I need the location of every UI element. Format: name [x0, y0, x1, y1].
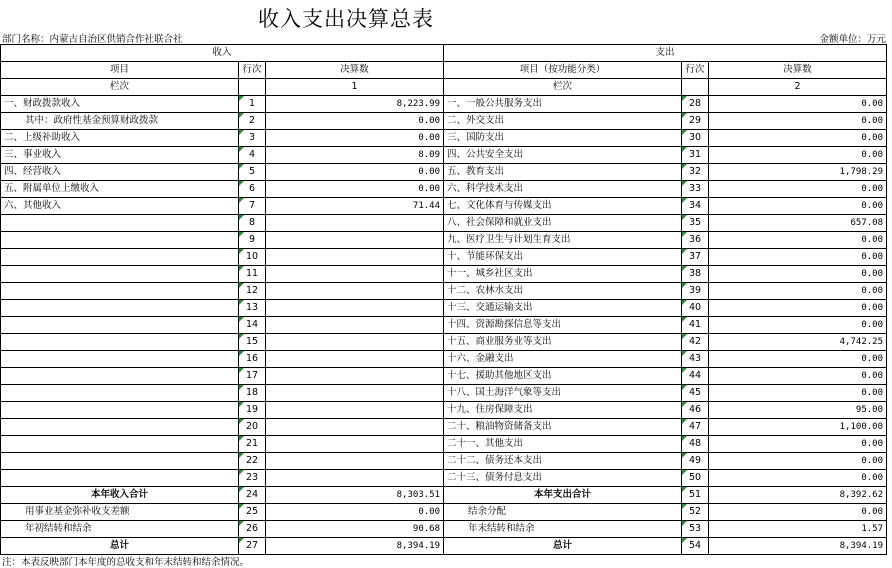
expense-item: 十八、国土海洋气象等支出 — [444, 385, 682, 402]
expense-line-number: 47 — [682, 419, 709, 436]
summary-expense-line: 51 — [682, 487, 709, 504]
expense-item: 十七、援助其他地区支出 — [444, 368, 682, 385]
summary-income-item: 年初结转和结余 — [1, 521, 239, 538]
expense-item: 二十、粮油物资储备支出 — [444, 419, 682, 436]
expense-amount: 0.00 — [709, 198, 887, 215]
table-row — [1, 385, 887, 402]
income-amount — [266, 317, 444, 334]
summary-expense-line: 54 — [682, 538, 709, 555]
expense-item: 十二、农林水支出 — [444, 283, 682, 300]
summary-row — [1, 487, 887, 504]
summary-expense-item: 总计 — [444, 538, 682, 555]
summary-income-item: 本年收入合计 — [1, 487, 239, 504]
income-item: 六、其他收入 — [1, 198, 239, 215]
income-expense-table — [0, 44, 887, 555]
income-item: 其中：政府性基金预算财政拨款 — [1, 113, 239, 130]
income-item — [1, 215, 239, 232]
summary-income-amount: 90.68 — [266, 521, 444, 538]
expense-amount: 0.00 — [709, 283, 887, 300]
income-item — [1, 385, 239, 402]
expense-item: 六、科学技术支出 — [444, 181, 682, 198]
income-amount: 0.00 — [266, 181, 444, 198]
income-line-number: 2 — [239, 113, 266, 130]
income-item: 五、附属单位上缴收入 — [1, 181, 239, 198]
summary-row — [1, 504, 887, 521]
expense-amount: 0.00 — [709, 96, 887, 113]
summary-income-amount: 0.00 — [266, 504, 444, 521]
table-row — [1, 334, 887, 351]
income-item — [1, 436, 239, 453]
expense-item: 二十二、债务还本支出 — [444, 453, 682, 470]
amount-unit: 金额单位：万元 — [819, 34, 886, 45]
expense-line-number: 36 — [682, 232, 709, 249]
expense-item: 十九、住房保障支出 — [444, 402, 682, 419]
footnote: 注：本表反映部门本年度的总收支和年末结转和结余情况。 — [2, 557, 250, 568]
expense-line-number: 48 — [682, 436, 709, 453]
income-item-header: 项目 — [1, 62, 239, 79]
income-amount — [266, 266, 444, 283]
income-item: 一、财政拨款收入 — [1, 96, 239, 113]
expense-line-number: 32 — [682, 164, 709, 181]
column-header-row — [1, 62, 887, 79]
expense-line-number: 29 — [682, 113, 709, 130]
expense-column-blank — [682, 79, 709, 96]
expense-line-number: 28 — [682, 96, 709, 113]
income-item — [1, 249, 239, 266]
summary-row — [1, 521, 887, 538]
income-item: 四、经营收入 — [1, 164, 239, 181]
income-line-number: 15 — [239, 334, 266, 351]
income-amount: 0.00 — [266, 113, 444, 130]
expense-amount: 0.00 — [709, 181, 887, 198]
expense-amount: 0.00 — [709, 453, 887, 470]
expense-item: 四、公共安全支出 — [444, 147, 682, 164]
income-item: 二、上级补助收入 — [1, 130, 239, 147]
income-amount: 0.00 — [266, 130, 444, 147]
table-row — [1, 419, 887, 436]
table-row — [1, 436, 887, 453]
expense-line-number: 30 — [682, 130, 709, 147]
summary-income-line: 24 — [239, 487, 266, 504]
income-line-number: 4 — [239, 147, 266, 164]
expense-line-number: 43 — [682, 351, 709, 368]
summary-expense-amount: 8,394.19 — [709, 538, 887, 555]
expense-item: 十六、金融支出 — [444, 351, 682, 368]
expense-item: 二十三、债务付息支出 — [444, 470, 682, 487]
income-amount — [266, 402, 444, 419]
expense-column-label: 栏次 — [444, 79, 682, 96]
income-item — [1, 402, 239, 419]
income-line-number: 21 — [239, 436, 266, 453]
expense-line-number: 39 — [682, 283, 709, 300]
expense-item: 五、教育支出 — [444, 164, 682, 181]
income-amount — [266, 215, 444, 232]
expense-line-number: 46 — [682, 402, 709, 419]
income-amount — [266, 470, 444, 487]
income-line-number: 23 — [239, 470, 266, 487]
income-line-number: 22 — [239, 453, 266, 470]
income-column-number: 1 — [266, 79, 444, 96]
expense-amount: 0.00 — [709, 317, 887, 334]
table-row — [1, 470, 887, 487]
expense-item: 十五、商业服务业等支出 — [444, 334, 682, 351]
income-amount — [266, 436, 444, 453]
table-row — [1, 317, 887, 334]
expense-item: 十一、城乡社区支出 — [444, 266, 682, 283]
income-amount: 0.00 — [266, 164, 444, 181]
table-row — [1, 198, 887, 215]
income-line-number: 16 — [239, 351, 266, 368]
income-amount — [266, 249, 444, 266]
expense-line-number: 42 — [682, 334, 709, 351]
summary-expense-amount: 1.57 — [709, 521, 887, 538]
summary-expense-line: 52 — [682, 504, 709, 521]
expense-amount: 1,798.29 — [709, 164, 887, 181]
expense-line-number: 31 — [682, 147, 709, 164]
income-line-number: 17 — [239, 368, 266, 385]
summary-expense-line: 53 — [682, 521, 709, 538]
summary-income-amount: 8,394.19 — [266, 538, 444, 555]
summary-expense-amount: 0.00 — [709, 504, 887, 521]
income-line-number: 3 — [239, 130, 266, 147]
expense-amount: 0.00 — [709, 385, 887, 402]
expense-amount: 4,742.25 — [709, 334, 887, 351]
expense-item: 二十一、其他支出 — [444, 436, 682, 453]
income-amount-header: 决算数 — [266, 62, 444, 79]
expense-line-number: 45 — [682, 385, 709, 402]
table-row — [1, 453, 887, 470]
income-line-number: 6 — [239, 181, 266, 198]
expense-item: 八、社会保障和就业支出 — [444, 215, 682, 232]
summary-row — [1, 538, 887, 555]
income-item — [1, 470, 239, 487]
summary-expense-amount: 8,392.62 — [709, 487, 887, 504]
expense-line-number: 40 — [682, 300, 709, 317]
income-amount: 71.44 — [266, 198, 444, 215]
income-line-number: 5 — [239, 164, 266, 181]
table-row — [1, 181, 887, 198]
expense-line-number: 50 — [682, 470, 709, 487]
income-amount — [266, 232, 444, 249]
summary-income-item: 用事业基金弥补收支差额 — [1, 504, 239, 521]
summary-income-amount: 8,303.51 — [266, 487, 444, 504]
income-item — [1, 232, 239, 249]
summary-income-line: 26 — [239, 521, 266, 538]
expense-line-number: 49 — [682, 453, 709, 470]
expense-line-number: 44 — [682, 368, 709, 385]
table-row — [1, 164, 887, 181]
income-line-number: 13 — [239, 300, 266, 317]
expense-line-number: 41 — [682, 317, 709, 334]
income-line-number: 1 — [239, 96, 266, 113]
expense-line-number: 37 — [682, 249, 709, 266]
income-item — [1, 419, 239, 436]
report-title-bar — [0, 0, 892, 30]
income-line-number: 8 — [239, 215, 266, 232]
table-row — [1, 402, 887, 419]
income-item: 三、事业收入 — [1, 147, 239, 164]
expense-item: 十四、资源勘探信息等支出 — [444, 317, 682, 334]
expense-item: 十三、交通运输支出 — [444, 300, 682, 317]
expense-amount: 0.00 — [709, 113, 887, 130]
income-column-blank — [239, 79, 266, 96]
expense-amount: 0.00 — [709, 368, 887, 385]
expense-item: 七、文化体育与传媒支出 — [444, 198, 682, 215]
table-row — [1, 130, 887, 147]
expense-amount: 0.00 — [709, 249, 887, 266]
summary-expense-item: 本年支出合计 — [444, 487, 682, 504]
income-line-number: 10 — [239, 249, 266, 266]
section-header-row — [1, 45, 887, 62]
income-line-number: 11 — [239, 266, 266, 283]
expense-column-number: 2 — [709, 79, 887, 96]
summary-income-item: 总计 — [1, 538, 239, 555]
table-row — [1, 147, 887, 164]
report-title: 收入支出决算总表 — [258, 7, 434, 31]
income-line-header: 行次 — [239, 62, 266, 79]
expense-amount: 657.08 — [709, 215, 887, 232]
income-item — [1, 351, 239, 368]
table-row — [1, 300, 887, 317]
table-row — [1, 249, 887, 266]
expense-section-header: 支出 — [444, 45, 887, 62]
expense-line-number: 35 — [682, 215, 709, 232]
income-line-number: 7 — [239, 198, 266, 215]
table-row — [1, 113, 887, 130]
expense-amount: 0.00 — [709, 266, 887, 283]
table-row — [1, 215, 887, 232]
table-row — [1, 368, 887, 385]
income-amount: 8,223.99 — [266, 96, 444, 113]
expense-amount: 0.00 — [709, 436, 887, 453]
income-item — [1, 453, 239, 470]
expense-line-number: 33 — [682, 181, 709, 198]
expense-line-header: 行次 — [682, 62, 709, 79]
income-amount — [266, 385, 444, 402]
expense-amount: 0.00 — [709, 470, 887, 487]
expense-amount: 0.00 — [709, 130, 887, 147]
table-row — [1, 266, 887, 283]
expense-item: 二、外交支出 — [444, 113, 682, 130]
income-line-number: 12 — [239, 283, 266, 300]
income-line-number: 20 — [239, 419, 266, 436]
expense-item: 一、一般公共服务支出 — [444, 96, 682, 113]
summary-expense-item: 结余分配 — [444, 504, 682, 521]
expense-amount-header: 决算数 — [709, 62, 887, 79]
expense-line-number: 34 — [682, 198, 709, 215]
income-amount — [266, 453, 444, 470]
income-item — [1, 283, 239, 300]
income-amount — [266, 283, 444, 300]
expense-amount: 1,100.00 — [709, 419, 887, 436]
income-section-header: 收入 — [1, 45, 444, 62]
income-amount — [266, 419, 444, 436]
expense-item-header: 项目（按功能分类） — [444, 62, 682, 79]
income-line-number: 14 — [239, 317, 266, 334]
department-name: 部门名称：内蒙古自治区供销合作社联合社 — [2, 34, 183, 45]
income-amount — [266, 334, 444, 351]
summary-income-line: 27 — [239, 538, 266, 555]
income-line-number: 19 — [239, 402, 266, 419]
expense-item: 十、节能环保支出 — [444, 249, 682, 266]
column-number-row — [1, 79, 887, 96]
income-amount — [266, 368, 444, 385]
expense-amount: 0.00 — [709, 300, 887, 317]
income-line-number: 9 — [239, 232, 266, 249]
income-item — [1, 317, 239, 334]
table-row — [1, 283, 887, 300]
expense-amount: 95.00 — [709, 402, 887, 419]
income-amount — [266, 351, 444, 368]
table-row — [1, 96, 887, 113]
summary-expense-item: 年末结转和结余 — [444, 521, 682, 538]
income-line-number: 18 — [239, 385, 266, 402]
expense-line-number: 38 — [682, 266, 709, 283]
income-item — [1, 266, 239, 283]
table-row — [1, 351, 887, 368]
expense-item: 三、国防支出 — [444, 130, 682, 147]
table-row — [1, 232, 887, 249]
income-item — [1, 368, 239, 385]
income-amount: 8.09 — [266, 147, 444, 164]
income-column-label: 栏次 — [1, 79, 239, 96]
income-item — [1, 334, 239, 351]
income-item — [1, 300, 239, 317]
income-amount — [266, 300, 444, 317]
expense-amount: 0.00 — [709, 232, 887, 249]
summary-income-line: 25 — [239, 504, 266, 521]
expense-amount: 0.00 — [709, 147, 887, 164]
expense-amount: 0.00 — [709, 351, 887, 368]
expense-item: 九、医疗卫生与计划生育支出 — [444, 232, 682, 249]
